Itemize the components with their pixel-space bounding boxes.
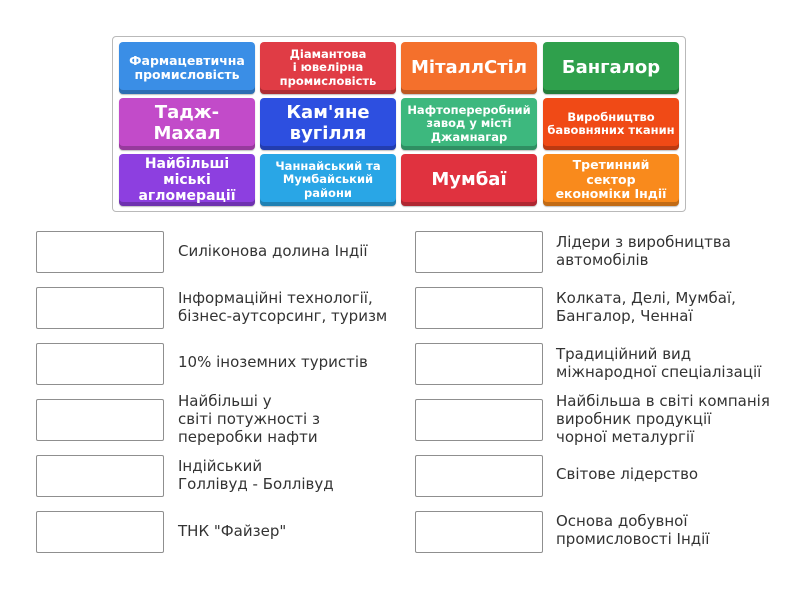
- clue-right: Лідери з виробництва автомобілів: [556, 233, 731, 269]
- clue-right: Традиційний вид міжнародної спеціалізації: [556, 345, 762, 381]
- tile-diamond[interactable]: Діамантова і ювелірна промисловість: [260, 42, 396, 94]
- drop-zone[interactable]: [415, 511, 543, 553]
- drop-zone[interactable]: [415, 455, 543, 497]
- tile-coal[interactable]: Кам'яне вугілля: [260, 98, 396, 150]
- drop-zone[interactable]: [36, 287, 164, 329]
- drop-zone[interactable]: [415, 343, 543, 385]
- clue-left: Інформаційні технології, бізнес-аутсорсинг, туризм: [178, 289, 388, 325]
- tile-agglomerations[interactable]: Найбільші міські агломерації: [119, 154, 255, 206]
- drop-zone[interactable]: [36, 399, 164, 441]
- tile-mumbai[interactable]: Мумбаї: [401, 154, 537, 206]
- clue-right: Найбільша в світі компанія виробник продукції чорної металургії: [556, 392, 770, 446]
- tile-tertiary[interactable]: Третинний сектор економіки Індії: [543, 154, 679, 206]
- tile-chennai-mumbai[interactable]: Чаннайський та Мумбайський райони: [260, 154, 396, 206]
- answer-bank: [112, 36, 686, 212]
- drop-zone[interactable]: [415, 399, 543, 441]
- drop-zone[interactable]: [36, 455, 164, 497]
- drop-zone[interactable]: [415, 231, 543, 273]
- clue-left: ТНК "Файзер": [178, 522, 287, 540]
- clue-right: Світове лідерство: [556, 465, 699, 483]
- drop-zone[interactable]: [36, 343, 164, 385]
- clue-left: Індійський Голлівуд - Боллівуд: [178, 457, 334, 493]
- tile-jamnagar[interactable]: Нафтопереробний завод у місті Джамнагар: [401, 98, 537, 150]
- clue-left: Найбільші у світі потужності з переробки нафти: [178, 392, 320, 446]
- clue-left: Силіконова долина Індії: [178, 242, 368, 260]
- drop-zone[interactable]: [415, 287, 543, 329]
- tile-bangalore[interactable]: Бангалор: [543, 42, 679, 94]
- clue-right: Основа добувної промисловості Індії: [556, 512, 710, 548]
- clue-left: 10% іноземних туристів: [178, 353, 368, 371]
- tile-pharma[interactable]: Фармацевтична промисловість: [119, 42, 255, 94]
- clue-right: Колката, Делі, Мумбаї, Бангалор, Ченнаї: [556, 289, 736, 325]
- drop-zone[interactable]: [36, 231, 164, 273]
- drop-zone[interactable]: [36, 511, 164, 553]
- tile-cotton[interactable]: Виробництво бавовняних тканин: [543, 98, 679, 150]
- tile-taj-mahal[interactable]: Тадж-Махал: [119, 98, 255, 150]
- tile-mittalsteel[interactable]: МіталлСтіл: [401, 42, 537, 94]
